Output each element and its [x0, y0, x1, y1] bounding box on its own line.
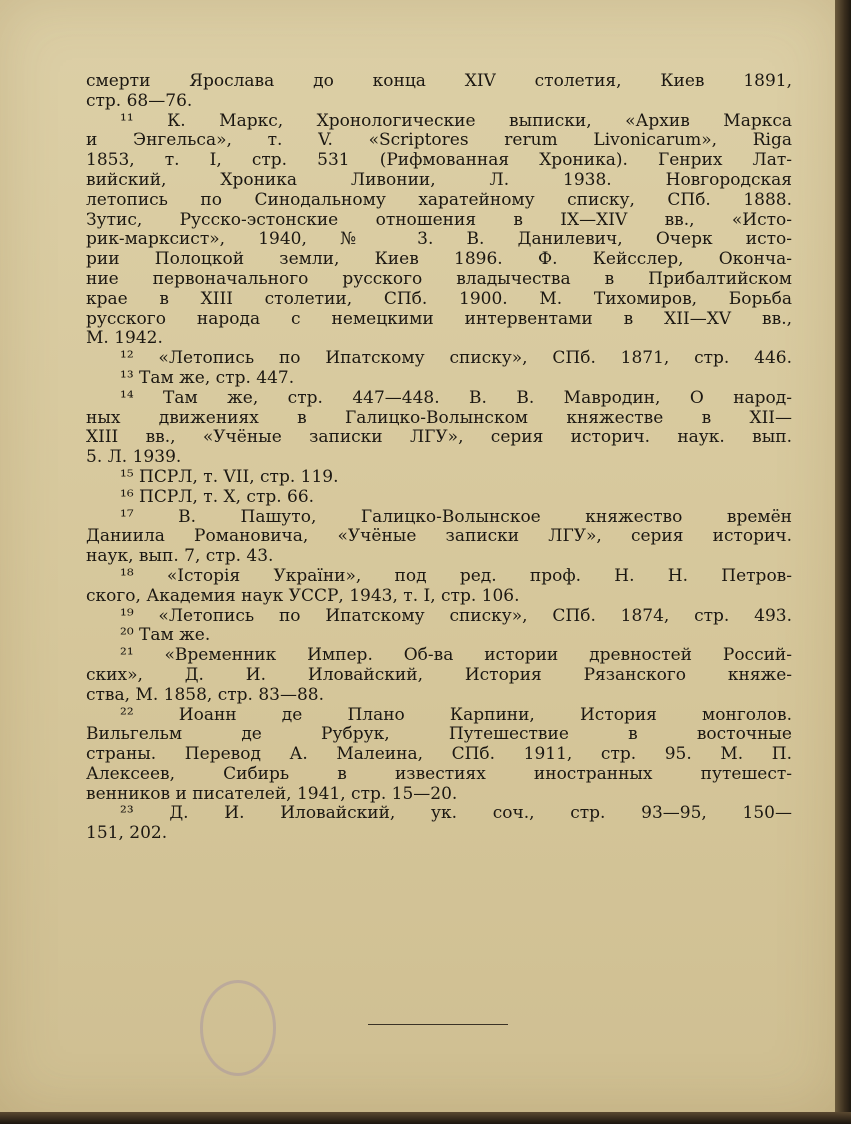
text-line: ние первоначального русского владычества в Прибалтийском — [86, 269, 792, 289]
text-line: ²² Иоанн де Плано Карпини, История монголов. — [120, 705, 792, 725]
text-line: ¹³ Там же, стр. 447. — [120, 368, 295, 388]
text-line: крае в XIII столетии, СПб. 1900. М. Тихомиров, Борьба — [86, 289, 792, 309]
text-line: М. 1942. — [86, 329, 163, 349]
text-line: ¹¹ К. Маркс, Хронологические выписки, «Архив Маркса — [120, 111, 792, 131]
closing-rule — [368, 1024, 508, 1025]
text-line: страны. Перевод А. Малеина, СПб. 1911, стр. 95. М. П. — [86, 745, 792, 765]
text-line: Зутис, Русско-эстонские отношения в IX—XIV вв., «Исто- — [86, 210, 792, 230]
text-line: ¹² «Летопись по Ипатскому списку», СПб. 1871, стр. 446. — [120, 349, 792, 369]
text-line: ²¹ «Временник Импер. Об-ва истории древностей Россий- — [120, 646, 792, 666]
text-line: 1853, т. I, стр. 531 (Рифмованная Хроника). Генрих Лат- — [86, 151, 792, 171]
text-line: ¹⁴ Там же, стр. 447—448. В. В. Мавродин, О народ- — [120, 388, 792, 408]
text-line: русского народа с немецкими интервентами в XII—XV вв., — [86, 309, 792, 329]
text-line: Вильгельм де Рубрук, Путешествие в восточные — [86, 725, 792, 745]
text-line: ства, М. 1858, стр. 83—88. — [86, 685, 325, 705]
text-line: венников и писателей, 1941, стр. 15—20. — [86, 784, 458, 804]
text-line: 151, 202. — [86, 824, 168, 844]
text-line: ¹⁶ ПСРЛ, т. X, стр. 66. — [120, 487, 315, 507]
text-line: 5. Л. 1939. — [86, 448, 182, 468]
footnotes-text — [86, 72, 792, 844]
library-stamp-mark — [200, 980, 276, 1076]
text-line: стр. 68—76. — [86, 91, 193, 111]
text-line: Алексеев, Сибирь в известиях иностранных путешест- — [86, 764, 792, 784]
text-line: Даниила Романовича, «Учёные записки ЛГУ», серия историч. — [86, 527, 792, 547]
text-line: ского, Академия наук УССР, 1943, т. I, стр. 106. — [86, 586, 520, 606]
text-line: вийский, Хроника Ливонии, Л. 1938. Новгородская — [86, 170, 792, 190]
text-line: ¹⁵ ПСРЛ, т. VII, стр. 119. — [120, 467, 339, 487]
text-line: ²³ Д. И. Иловайский, ук. соч., стр. 93—95, 150— — [120, 804, 792, 824]
text-line: ных движениях в Галицко-Волынском княжестве в XII— — [86, 408, 792, 428]
text-line: и Энгельса», т. V. «Scriptores rerum Livonicarum», Riga — [86, 131, 792, 151]
book-binding-edge — [835, 0, 851, 1124]
text-line: наук, вып. 7, стр. 43. — [86, 547, 274, 567]
text-line: рии Полоцкой земли, Киев 1896. Ф. Кейсслер, Оконча- — [86, 250, 792, 270]
text-line: рик-марксист», 1940, № 3. В. Данилевич, Очерк исто- — [86, 230, 792, 250]
page-bottom-edge — [0, 1112, 851, 1124]
text-line: ²⁰ Там же. — [120, 626, 211, 646]
text-line: летопись по Синодальному харатейному списку, СПб. 1888. — [86, 190, 792, 210]
text-line: ¹⁷ В. Пашуто, Галицко-Волынское княжество времён — [120, 507, 792, 527]
text-line: XIII вв., «Учёные записки ЛГУ», серия историч. наук. вып. — [86, 428, 792, 448]
text-line: ¹⁹ «Летопись по Ипатскому списку», СПб. 1874, стр. 493. — [120, 606, 792, 626]
text-line: смерти Ярослава до конца XIV столетия, Киев 1891, — [86, 72, 792, 91]
text-line: ¹⁸ «Історія України», под ред. проф. Н. Н. Петров- — [120, 566, 792, 586]
text-line: ских», Д. И. Иловайский, История Рязанского княже- — [86, 665, 792, 685]
